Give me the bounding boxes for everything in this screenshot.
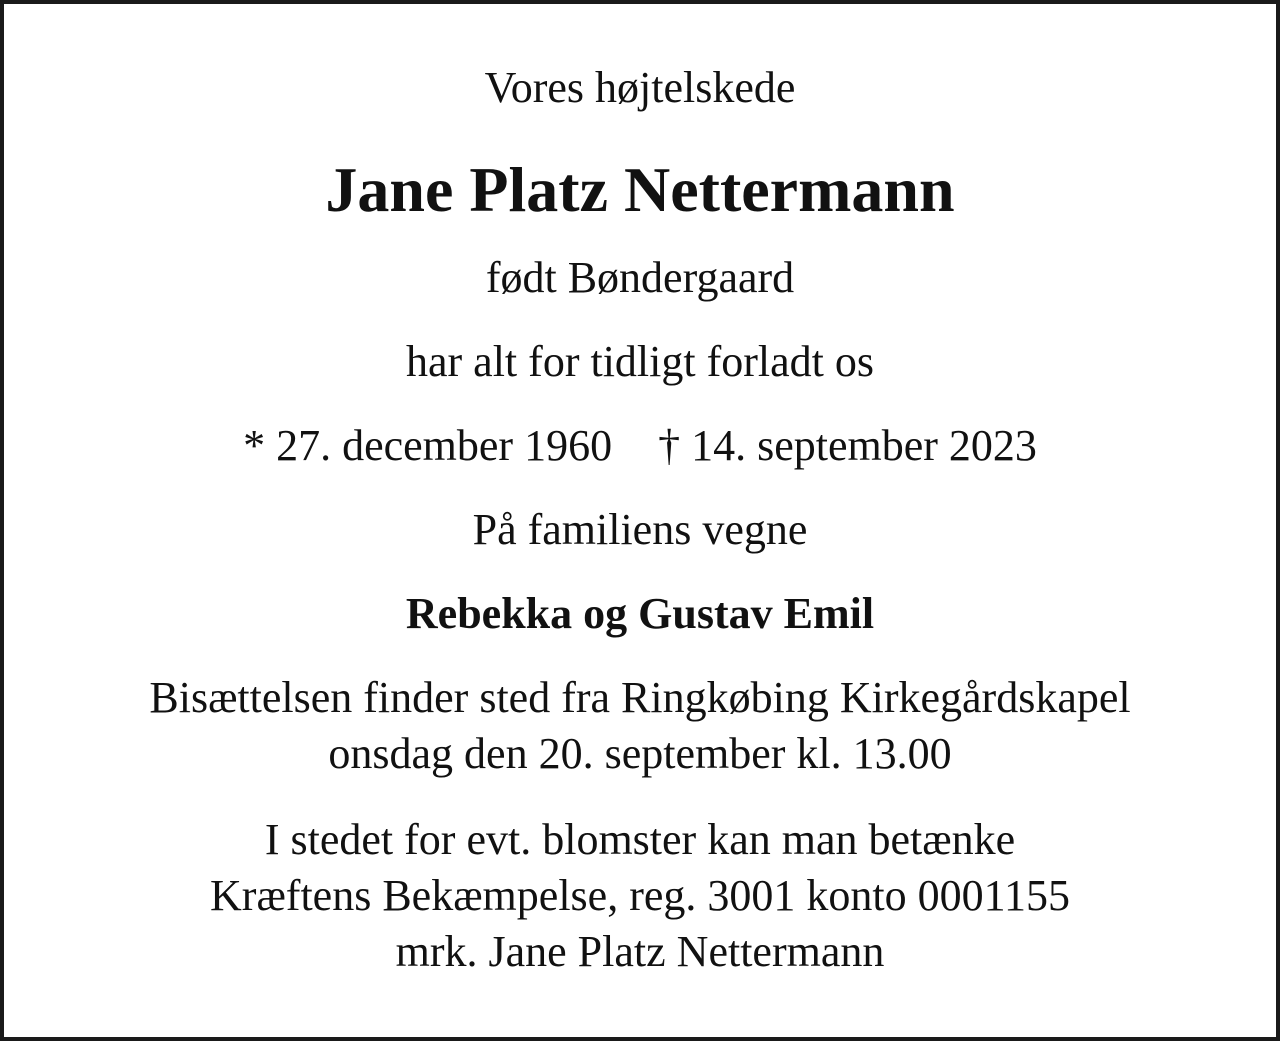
funeral-time: onsdag den 20. september kl. 13.00 — [328, 729, 952, 778]
birth-name: født Bøndergaard — [485, 253, 795, 302]
deceased-name: Jane Platz Nettermann — [325, 154, 955, 225]
donation-account: Kræftens Bekæmpelse, reg. 3001 konto 0001155 — [210, 871, 1070, 920]
signers: Rebekka og Gustav Emil — [405, 589, 875, 638]
intro-text: Vores højtelskede — [484, 63, 796, 112]
funeral-place: Bisættelsen finder sted fra Ringkøbing Kirkegårdskapel — [149, 673, 1131, 722]
passing-text: har alt for tidligt forladt os — [406, 337, 874, 386]
on-behalf-text: På familiens vegne — [472, 505, 808, 554]
death-date: † 14. september 2023 — [658, 421, 1037, 470]
life-dates — [4, 418, 1276, 474]
donation-reference: mrk. Jane Platz Nettermann — [395, 927, 885, 976]
donation-intro: I stedet for evt. blomster kan man betænke — [264, 815, 1016, 864]
birth-date: * 27. december 1960 — [243, 421, 613, 470]
